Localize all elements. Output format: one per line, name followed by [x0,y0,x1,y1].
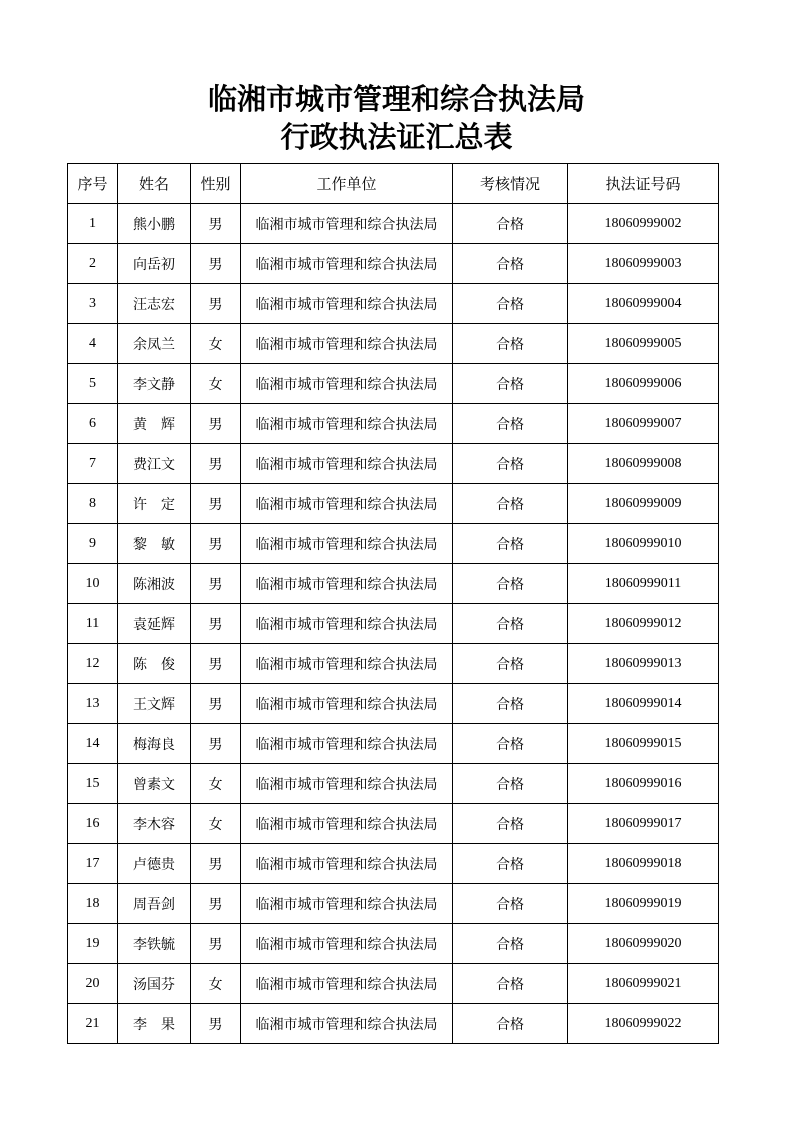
cell-gender: 男 [191,684,241,724]
cell-assessment: 合格 [453,964,568,1004]
cell-gender: 男 [191,1004,241,1044]
table-row [68,684,719,724]
cell-certificate-number: 18060999008 [568,444,719,484]
cell-gender: 女 [191,964,241,1004]
table-row [68,1004,719,1044]
cell-index: 19 [68,924,118,964]
column-header-work-unit: 工作单位 [241,164,453,204]
column-header-index: 序号 [68,164,118,204]
cell-assessment: 合格 [453,404,568,444]
cell-certificate-number: 18060999002 [568,204,719,244]
cell-work-unit: 临湘市城市管理和综合执法局 [241,204,453,244]
table-row [68,324,719,364]
cell-certificate-number: 18060999015 [568,724,719,764]
table-row [68,564,719,604]
cell-gender: 女 [191,804,241,844]
cell-work-unit: 临湘市城市管理和综合执法局 [241,364,453,404]
cell-index: 8 [68,484,118,524]
law-enforcement-certificate-table [67,163,719,1044]
cell-work-unit: 临湘市城市管理和综合执法局 [241,684,453,724]
cell-assessment: 合格 [453,764,568,804]
cell-index: 20 [68,964,118,1004]
table-row [68,444,719,484]
cell-gender: 男 [191,284,241,324]
table-row [68,364,719,404]
cell-gender: 男 [191,444,241,484]
cell-index: 15 [68,764,118,804]
cell-gender: 男 [191,844,241,884]
cell-work-unit: 临湘市城市管理和综合执法局 [241,924,453,964]
cell-certificate-number: 18060999014 [568,684,719,724]
cell-assessment: 合格 [453,844,568,884]
table-row [68,284,719,324]
cell-certificate-number: 18060999006 [568,364,719,404]
cell-gender: 男 [191,924,241,964]
cell-gender: 女 [191,364,241,404]
cell-work-unit: 临湘市城市管理和综合执法局 [241,324,453,364]
cell-gender: 男 [191,884,241,924]
cell-assessment: 合格 [453,924,568,964]
cell-name: 李铁毓 [118,924,191,964]
cell-name: 王文辉 [118,684,191,724]
table-row [68,484,719,524]
cell-name: 李 果 [118,1004,191,1044]
cell-gender: 男 [191,564,241,604]
cell-index: 9 [68,524,118,564]
cell-index: 17 [68,844,118,884]
cell-work-unit: 临湘市城市管理和综合执法局 [241,484,453,524]
cell-gender: 男 [191,484,241,524]
cell-certificate-number: 18060999020 [568,924,719,964]
cell-certificate-number: 18060999016 [568,764,719,804]
cell-index: 6 [68,404,118,444]
table-row [68,964,719,1004]
cell-assessment: 合格 [453,724,568,764]
cell-certificate-number: 18060999012 [568,604,719,644]
cell-gender: 女 [191,324,241,364]
table-row [68,764,719,804]
cell-certificate-number: 18060999009 [568,484,719,524]
cell-certificate-number: 18060999004 [568,284,719,324]
cell-index: 14 [68,724,118,764]
cell-assessment: 合格 [453,684,568,724]
cell-certificate-number: 18060999007 [568,404,719,444]
table-row [68,244,719,284]
cell-certificate-number: 18060999011 [568,564,719,604]
cell-work-unit: 临湘市城市管理和综合执法局 [241,964,453,1004]
cell-gender: 男 [191,204,241,244]
cell-work-unit: 临湘市城市管理和综合执法局 [241,284,453,324]
cell-work-unit: 临湘市城市管理和综合执法局 [241,884,453,924]
table-row [68,724,719,764]
cell-certificate-number: 18060999022 [568,1004,719,1044]
cell-index: 21 [68,1004,118,1044]
cell-gender: 女 [191,764,241,804]
table-row [68,524,719,564]
cell-certificate-number: 18060999005 [568,324,719,364]
cell-work-unit: 临湘市城市管理和综合执法局 [241,724,453,764]
cell-gender: 男 [191,404,241,444]
cell-assessment: 合格 [453,1004,568,1044]
document-subtitle: 行政执法证汇总表 [280,120,513,154]
cell-work-unit: 临湘市城市管理和综合执法局 [241,404,453,444]
cell-name: 卢德贵 [118,844,191,884]
cell-name: 汤国芬 [118,964,191,1004]
cell-name: 陈湘波 [118,564,191,604]
cell-gender: 男 [191,724,241,764]
cell-assessment: 合格 [453,564,568,604]
cell-name: 李木容 [118,804,191,844]
cell-name: 黄 辉 [118,404,191,444]
cell-index: 3 [68,284,118,324]
cell-index: 5 [68,364,118,404]
cell-name: 周吾剑 [118,884,191,924]
cell-index: 10 [68,564,118,604]
cell-work-unit: 临湘市城市管理和综合执法局 [241,604,453,644]
column-header-certificate-number: 执法证号码 [568,164,719,204]
table-header-row [68,164,719,204]
cell-gender: 男 [191,244,241,284]
cell-assessment: 合格 [453,644,568,684]
cell-work-unit: 临湘市城市管理和综合执法局 [241,1004,453,1044]
cell-certificate-number: 18060999003 [568,244,719,284]
cell-certificate-number: 18060999021 [568,964,719,1004]
cell-index: 2 [68,244,118,284]
cell-assessment: 合格 [453,884,568,924]
cell-assessment: 合格 [453,284,568,324]
cell-assessment: 合格 [453,524,568,564]
table-row [68,204,719,244]
cell-name: 李文静 [118,364,191,404]
cell-index: 13 [68,684,118,724]
cell-assessment: 合格 [453,444,568,484]
table-row [68,924,719,964]
cell-certificate-number: 18060999013 [568,644,719,684]
cell-assessment: 合格 [453,484,568,524]
table-row [68,404,719,444]
cell-name: 许 定 [118,484,191,524]
cell-assessment: 合格 [453,804,568,844]
table-row [68,884,719,924]
cell-index: 11 [68,604,118,644]
cell-index: 12 [68,644,118,684]
cell-name: 熊小鹏 [118,204,191,244]
table-row [68,804,719,844]
cell-assessment: 合格 [453,324,568,364]
cell-work-unit: 临湘市城市管理和综合执法局 [241,764,453,804]
cell-assessment: 合格 [453,204,568,244]
document-title: 临湘市城市管理和综合执法局 [207,82,585,116]
cell-name: 黎 敏 [118,524,191,564]
cell-work-unit: 临湘市城市管理和综合执法局 [241,804,453,844]
cell-certificate-number: 18060999017 [568,804,719,844]
cell-gender: 男 [191,604,241,644]
cell-name: 余凤兰 [118,324,191,364]
cell-name: 向岳初 [118,244,191,284]
cell-work-unit: 临湘市城市管理和综合执法局 [241,524,453,564]
table-row [68,644,719,684]
cell-certificate-number: 18060999010 [568,524,719,564]
cell-name: 陈 俊 [118,644,191,684]
cell-assessment: 合格 [453,244,568,284]
cell-assessment: 合格 [453,604,568,644]
cell-certificate-number: 18060999019 [568,884,719,924]
cell-gender: 男 [191,524,241,564]
column-header-assessment: 考核情况 [453,164,568,204]
cell-work-unit: 临湘市城市管理和综合执法局 [241,644,453,684]
table-row [68,604,719,644]
cell-name: 袁延辉 [118,604,191,644]
cell-index: 4 [68,324,118,364]
column-header-gender: 性别 [191,164,241,204]
cell-index: 1 [68,204,118,244]
cell-work-unit: 临湘市城市管理和综合执法局 [241,244,453,284]
cell-name: 梅海良 [118,724,191,764]
cell-index: 7 [68,444,118,484]
table-row [68,844,719,884]
cell-certificate-number: 18060999018 [568,844,719,884]
cell-gender: 男 [191,644,241,684]
cell-work-unit: 临湘市城市管理和综合执法局 [241,844,453,884]
cell-work-unit: 临湘市城市管理和综合执法局 [241,444,453,484]
cell-index: 18 [68,884,118,924]
cell-name: 汪志宏 [118,284,191,324]
cell-assessment: 合格 [453,364,568,404]
cell-work-unit: 临湘市城市管理和综合执法局 [241,564,453,604]
cell-name: 曾素文 [118,764,191,804]
column-header-name: 姓名 [118,164,191,204]
cell-name: 费江文 [118,444,191,484]
cell-index: 16 [68,804,118,844]
